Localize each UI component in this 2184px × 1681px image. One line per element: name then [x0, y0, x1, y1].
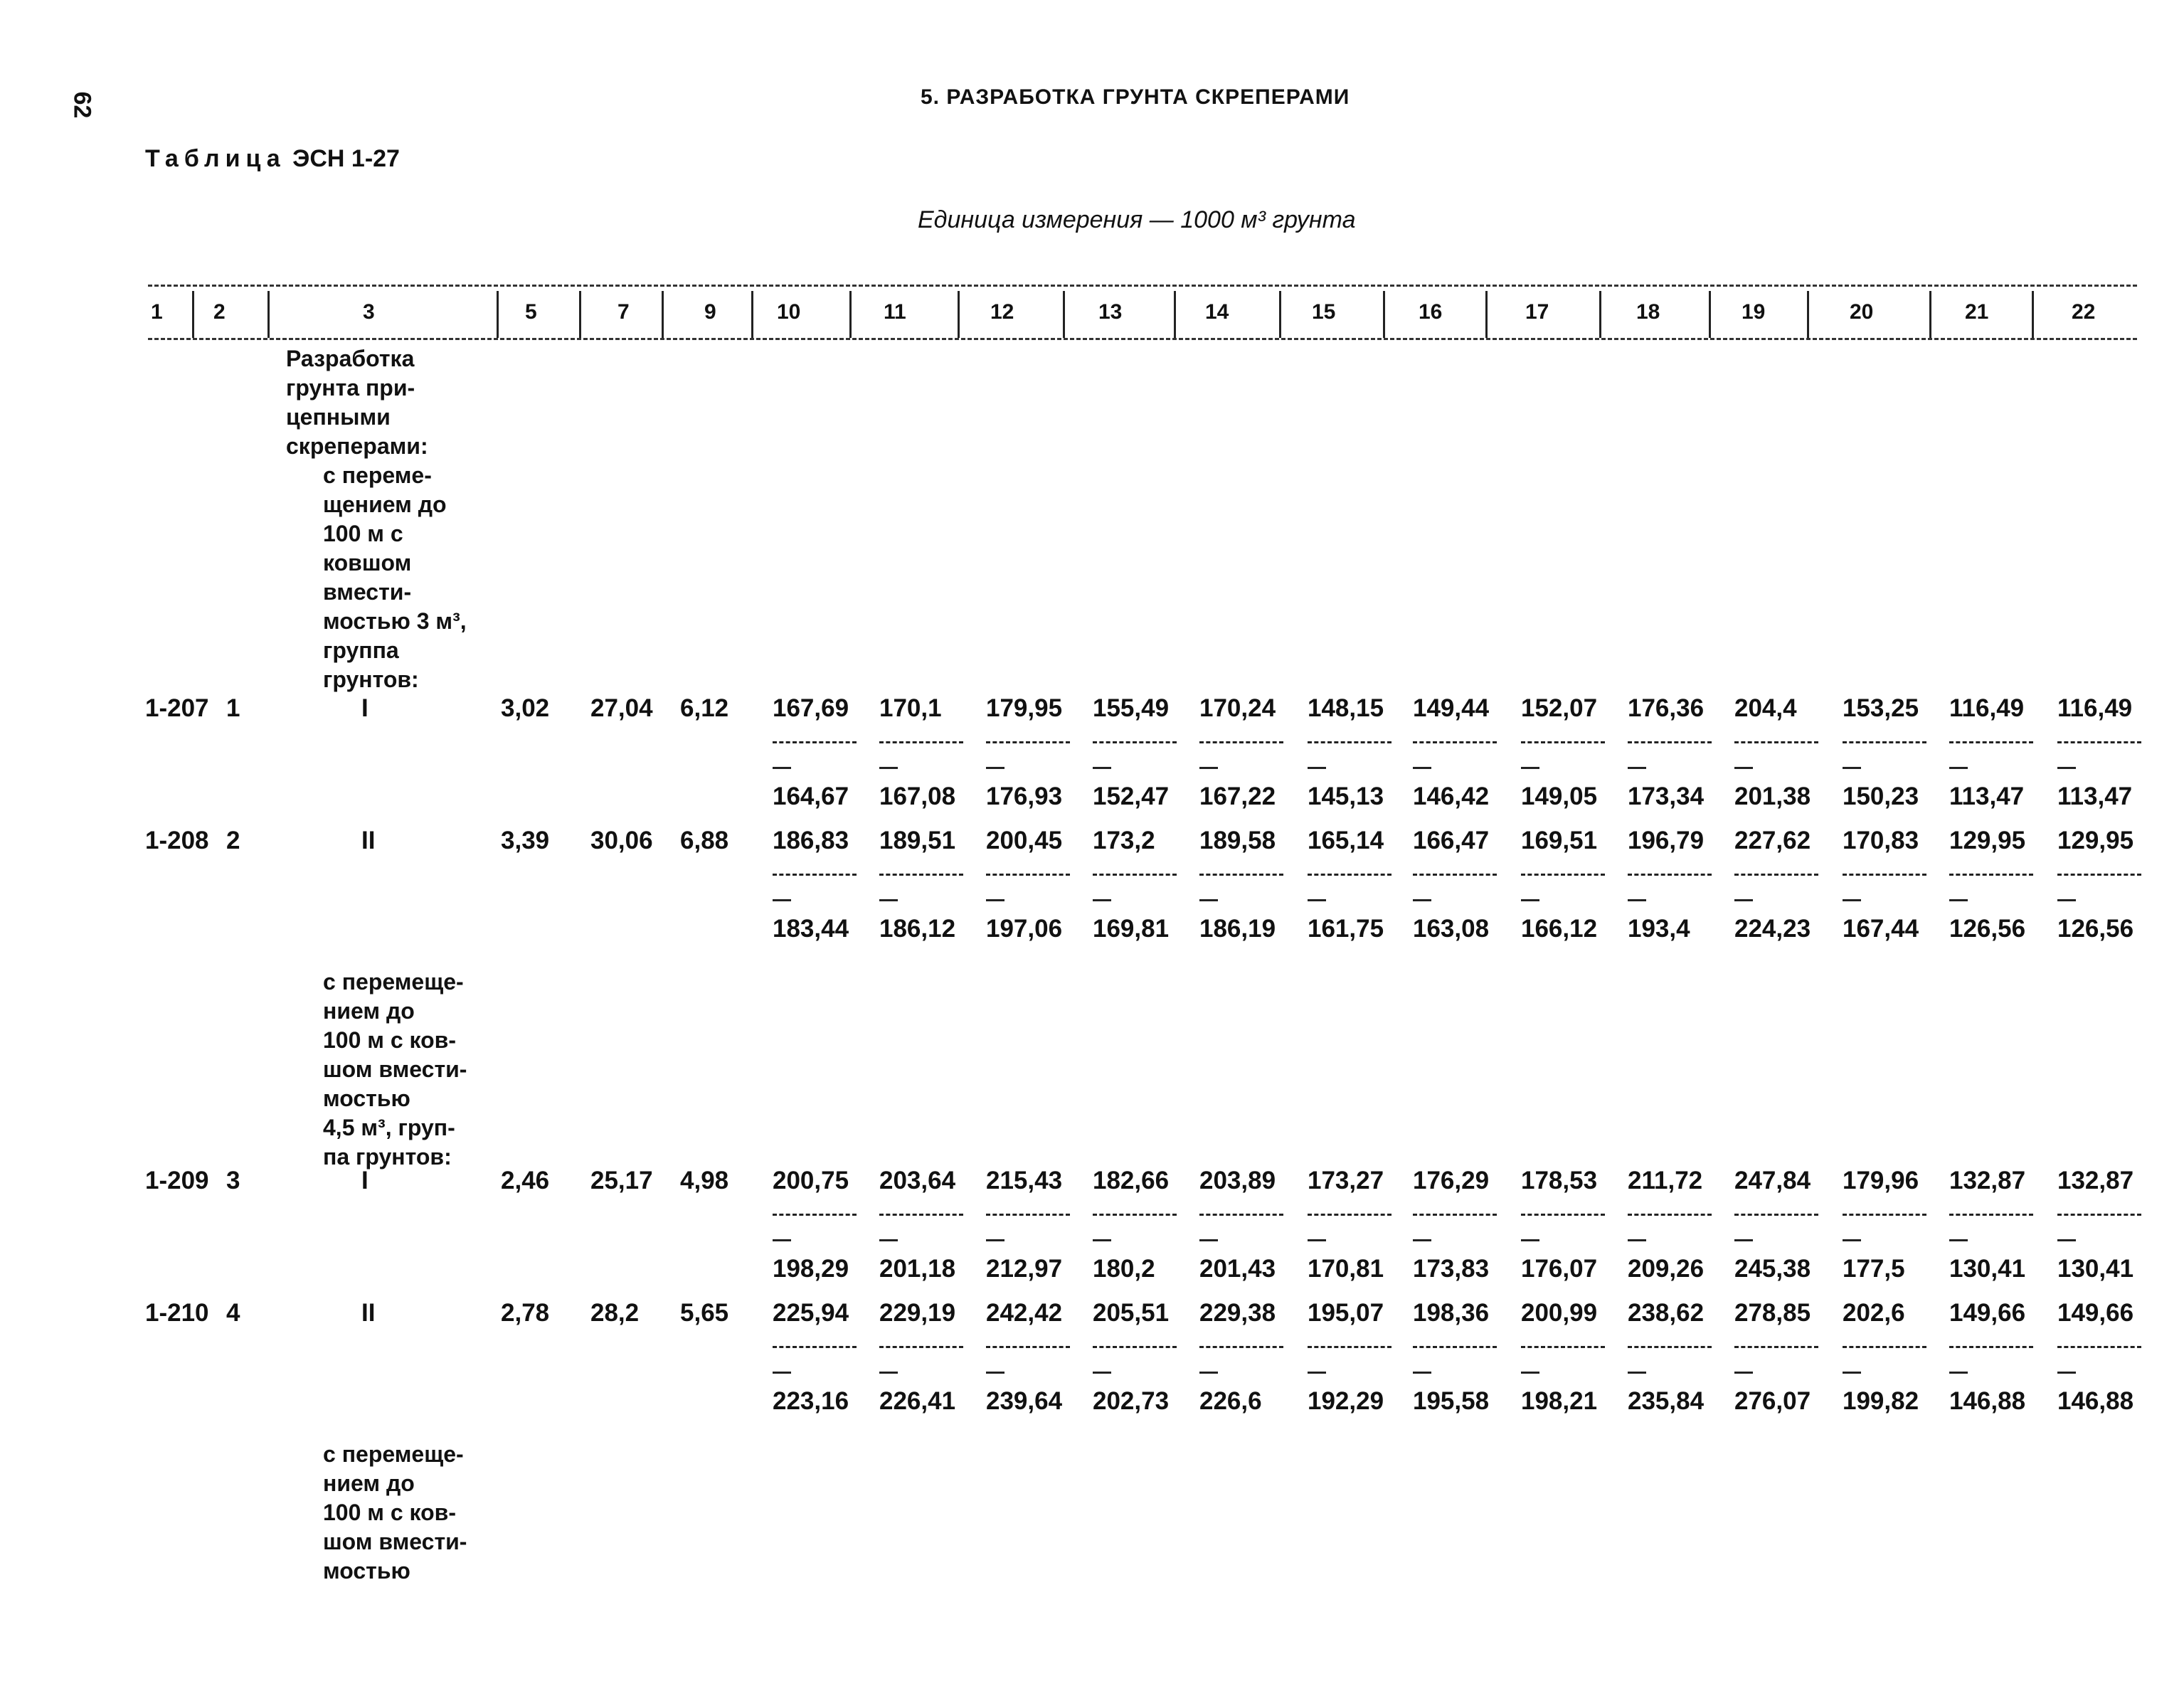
minus-sign	[1628, 1372, 1646, 1374]
soil-group: I	[361, 694, 369, 722]
value-denominator: 169,81	[1093, 915, 1170, 943]
row-code: 1-208	[145, 827, 209, 854]
fraction-line	[1413, 1346, 1497, 1348]
fraction-line	[2057, 1346, 2141, 1348]
value-numerator: 189,51	[879, 827, 956, 854]
value-numerator: 170,24	[1199, 694, 1276, 722]
value-denominator: 177,5	[1843, 1255, 1905, 1283]
value-denominator: 167,44	[1843, 915, 1919, 943]
value-denominator: 183,44	[773, 915, 849, 943]
fraction-line	[1308, 1346, 1391, 1348]
value-numerator: 116,49	[1949, 694, 2025, 722]
fraction-line	[1308, 741, 1391, 743]
value-numerator: 132,87	[1949, 1167, 2026, 1194]
column-separator	[267, 291, 270, 338]
minus-sign	[1093, 1372, 1111, 1374]
value-denominator: 150,23	[1843, 783, 1919, 810]
minus-sign	[773, 1372, 791, 1374]
minus-sign	[1413, 1372, 1431, 1374]
column-header: 19	[1742, 300, 1766, 324]
value-denominator: 146,88	[1949, 1387, 2026, 1415]
minus-sign	[1734, 1239, 1753, 1241]
value-col-9: 6,12	[680, 694, 729, 722]
minus-sign	[1199, 1372, 1218, 1374]
column-separator	[1383, 291, 1385, 338]
row-code: 1-209	[145, 1167, 209, 1194]
column-separator	[2032, 291, 2034, 338]
value-col-5: 3,39	[501, 827, 550, 854]
fraction-line	[1628, 874, 1712, 876]
fraction-line	[1949, 874, 2033, 876]
minus-sign	[1949, 767, 1968, 769]
column-separator	[958, 291, 960, 338]
value-denominator: 173,34	[1628, 783, 1705, 810]
column-separator	[1599, 291, 1601, 338]
value-denominator: 166,12	[1521, 915, 1598, 943]
minus-sign	[1628, 899, 1646, 901]
minus-sign	[879, 1372, 898, 1374]
minus-sign	[1628, 1239, 1646, 1241]
minus-sign	[2057, 899, 2076, 901]
soil-group: I	[361, 1167, 369, 1194]
minus-sign	[1093, 767, 1111, 769]
column-separator	[1485, 291, 1488, 338]
value-numerator: 166,47	[1413, 827, 1490, 854]
value-numerator: 167,69	[773, 694, 849, 722]
fraction-line	[1308, 1214, 1391, 1216]
column-header: 21	[1965, 300, 1989, 324]
fraction-line	[1413, 741, 1497, 743]
value-denominator: 126,56	[1949, 915, 2026, 943]
column-separator	[1709, 291, 1711, 338]
subheading-next: с перемеще- нием до 100 м с ков- шом вмести- мостью	[323, 1441, 467, 1584]
minus-sign	[1628, 767, 1646, 769]
column-separator	[1174, 291, 1176, 338]
minus-sign	[773, 1239, 791, 1241]
value-col-7: 25,17	[590, 1167, 653, 1194]
column-separator	[1063, 291, 1065, 338]
minus-sign	[1521, 1372, 1539, 1374]
value-denominator: 126,56	[2057, 915, 2134, 943]
value-numerator: 176,29	[1413, 1167, 1490, 1194]
fraction-line	[1843, 1346, 1926, 1348]
value-denominator: 226,6	[1199, 1387, 1262, 1415]
column-header: 12	[990, 300, 1014, 324]
value-numerator: 148,15	[1308, 694, 1384, 722]
fraction-line	[1199, 874, 1283, 876]
minus-sign	[2057, 767, 2076, 769]
column-header: 13	[1098, 300, 1123, 324]
value-numerator: 200,75	[773, 1167, 849, 1194]
value-denominator: 209,26	[1628, 1255, 1705, 1283]
column-header: 15	[1312, 300, 1336, 324]
minus-sign	[1308, 767, 1326, 769]
fraction-line	[2057, 741, 2141, 743]
value-numerator: 204,4	[1734, 694, 1797, 722]
row-number: 3	[226, 1167, 240, 1194]
value-numerator: 182,66	[1093, 1167, 1170, 1194]
fraction-line	[1413, 1214, 1497, 1216]
column-header: 11	[884, 300, 906, 324]
column-separator	[579, 291, 581, 338]
minus-sign	[1521, 1239, 1539, 1241]
value-denominator: 173,83	[1413, 1255, 1490, 1283]
column-header: 20	[1850, 300, 1874, 324]
fraction-line	[986, 874, 1070, 876]
row-number: 1	[226, 694, 240, 722]
column-separator	[751, 291, 753, 338]
value-col-5: 2,46	[501, 1167, 550, 1194]
value-numerator: 165,14	[1308, 827, 1384, 854]
fraction-line	[1093, 874, 1177, 876]
value-denominator: 167,22	[1199, 783, 1276, 810]
minus-sign	[2057, 1239, 2076, 1241]
value-col-9: 5,65	[680, 1299, 729, 1327]
value-numerator: 200,99	[1521, 1299, 1598, 1327]
value-numerator: 116,49	[2057, 694, 2133, 722]
minus-sign	[1843, 1372, 1861, 1374]
minus-sign	[986, 767, 1004, 769]
value-denominator: 161,75	[1308, 915, 1384, 943]
fraction-line	[1628, 741, 1712, 743]
value-denominator: 163,08	[1413, 915, 1490, 943]
value-numerator: 215,43	[986, 1167, 1063, 1194]
subheading-4-5m3: с перемеще- нием до 100 м с ков- шом вмести- мостью 4,5 м³, груп- па грунтов:	[323, 969, 467, 1170]
row-number: 2	[226, 827, 240, 854]
value-col-5: 3,02	[501, 694, 550, 722]
value-denominator: 113,47	[2057, 783, 2133, 810]
value-denominator: 201,43	[1199, 1255, 1276, 1283]
column-header: 10	[777, 300, 801, 324]
minus-sign	[1308, 899, 1326, 901]
value-numerator: 238,62	[1628, 1299, 1705, 1327]
column-separator	[849, 291, 852, 338]
value-col-9: 6,88	[680, 827, 729, 854]
value-numerator: 170,1	[879, 694, 942, 722]
value-denominator: 170,81	[1308, 1255, 1384, 1283]
value-denominator: 152,47	[1093, 783, 1170, 810]
fraction-line	[1949, 1214, 2033, 1216]
column-separator	[1279, 291, 1281, 338]
value-denominator: 198,21	[1521, 1387, 1598, 1415]
minus-sign	[773, 899, 791, 901]
column-header: 1	[151, 300, 163, 324]
group-heading-text: Разработка грунта при- цепными скреперами:	[286, 346, 428, 459]
value-denominator: 186,19	[1199, 915, 1276, 943]
value-denominator: 198,29	[773, 1255, 849, 1283]
column-header: 18	[1636, 300, 1660, 324]
minus-sign	[1843, 1239, 1861, 1241]
minus-sign	[1308, 1239, 1326, 1241]
fraction-line	[1308, 874, 1391, 876]
column-header: 16	[1419, 300, 1443, 324]
value-numerator: 227,62	[1734, 827, 1811, 854]
value-denominator: 113,47	[1949, 783, 2025, 810]
fraction-line	[773, 874, 857, 876]
fraction-line	[1843, 741, 1926, 743]
subheading-3m3: с переме- щением до 100 м с ковшом вмести- мостью 3 м³, группа грунтов:	[323, 462, 467, 692]
fraction-line	[1199, 1346, 1283, 1348]
value-numerator: 229,38	[1199, 1299, 1276, 1327]
value-denominator: 276,07	[1734, 1387, 1811, 1415]
row-code: 1-207	[145, 694, 209, 722]
value-denominator: 130,41	[2057, 1255, 2134, 1283]
value-numerator: 153,25	[1843, 694, 1919, 722]
value-denominator: 176,07	[1521, 1255, 1598, 1283]
value-denominator: 192,29	[1308, 1387, 1384, 1415]
fraction-line	[1521, 741, 1605, 743]
value-denominator: 202,73	[1093, 1387, 1170, 1415]
value-numerator: 196,79	[1628, 827, 1705, 854]
fraction-line	[1628, 1214, 1712, 1216]
value-denominator: 199,82	[1843, 1387, 1919, 1415]
soil-group: II	[361, 827, 376, 854]
minus-sign	[1949, 1239, 1968, 1241]
column-header: 14	[1205, 300, 1229, 324]
section-title: 5. РАЗРАБОТКА ГРУНТА СКРЕПЕРАМИ	[921, 85, 1350, 109]
value-col-9: 4,98	[680, 1167, 729, 1194]
value-denominator: 197,06	[986, 915, 1063, 943]
minus-sign	[986, 899, 1004, 901]
value-denominator: 224,23	[1734, 915, 1811, 943]
table-label-code: ЭСН 1-27	[292, 145, 400, 172]
value-col-7: 27,04	[590, 694, 653, 722]
value-denominator: 145,13	[1308, 783, 1384, 810]
value-denominator: 226,41	[879, 1387, 956, 1415]
fraction-line	[1199, 741, 1283, 743]
value-numerator: 189,58	[1199, 827, 1276, 854]
minus-sign	[879, 1239, 898, 1241]
unit-of-measure: Единица измерения — 1000 м³ грунта	[918, 206, 1356, 233]
value-denominator: 201,38	[1734, 783, 1811, 810]
fraction-line	[1949, 741, 2033, 743]
value-numerator: 129,95	[1949, 827, 2026, 854]
value-numerator: 169,51	[1521, 827, 1598, 854]
value-numerator: 173,27	[1308, 1167, 1384, 1194]
fraction-line	[1199, 1214, 1283, 1216]
fraction-line	[1628, 1346, 1712, 1348]
fraction-line	[1949, 1346, 2033, 1348]
fraction-line	[773, 1346, 857, 1348]
fraction-line	[773, 741, 857, 743]
minus-sign	[2057, 1372, 2076, 1374]
value-numerator: 186,83	[773, 827, 849, 854]
value-denominator: 201,18	[879, 1255, 956, 1283]
value-denominator: 193,4	[1628, 915, 1690, 943]
table-label-prefix: Таблица	[145, 145, 286, 172]
value-numerator: 203,89	[1199, 1167, 1276, 1194]
value-numerator: 179,95	[986, 694, 1063, 722]
fraction-line	[1843, 874, 1926, 876]
column-separator	[192, 291, 194, 338]
page-number: 62	[68, 91, 96, 119]
value-numerator: 198,36	[1413, 1299, 1490, 1327]
fraction-line	[1734, 1214, 1818, 1216]
column-separator	[1807, 291, 1809, 338]
fraction-line	[1521, 1346, 1605, 1348]
row-code: 1-210	[145, 1299, 209, 1327]
fraction-line	[879, 874, 963, 876]
minus-sign	[1093, 899, 1111, 901]
value-numerator: 211,72	[1628, 1167, 1703, 1194]
fraction-line	[773, 1214, 857, 1216]
value-numerator: 178,53	[1521, 1167, 1598, 1194]
minus-sign	[1734, 767, 1753, 769]
value-numerator: 129,95	[2057, 827, 2134, 854]
value-numerator: 195,07	[1308, 1299, 1384, 1327]
column-header: 5	[525, 300, 537, 324]
value-denominator: 167,08	[879, 783, 956, 810]
fraction-line	[1843, 1214, 1926, 1216]
value-numerator: 203,64	[879, 1167, 956, 1194]
value-numerator: 225,94	[773, 1299, 849, 1327]
minus-sign	[1734, 1372, 1753, 1374]
fraction-line	[1734, 1346, 1818, 1348]
minus-sign	[773, 767, 791, 769]
fraction-line	[1521, 1214, 1605, 1216]
minus-sign	[1199, 767, 1218, 769]
minus-sign	[1734, 899, 1753, 901]
value-denominator: 146,42	[1413, 783, 1490, 810]
minus-sign	[1413, 1239, 1431, 1241]
fraction-line	[986, 741, 1070, 743]
minus-sign	[879, 767, 898, 769]
fraction-line	[1521, 874, 1605, 876]
column-header: 2	[213, 300, 226, 324]
value-denominator: 146,88	[2057, 1387, 2134, 1415]
minus-sign	[986, 1239, 1004, 1241]
fraction-line	[1093, 1346, 1177, 1348]
minus-sign	[879, 899, 898, 901]
fraction-line	[2057, 1214, 2141, 1216]
value-denominator: 245,38	[1734, 1255, 1811, 1283]
value-numerator: 155,49	[1093, 694, 1170, 722]
minus-sign	[986, 1372, 1004, 1374]
fraction-line	[879, 741, 963, 743]
minus-sign	[1521, 899, 1539, 901]
minus-sign	[1308, 1372, 1326, 1374]
value-numerator: 179,96	[1843, 1167, 1919, 1194]
column-separator	[1929, 291, 1931, 338]
fraction-line	[1093, 741, 1177, 743]
value-numerator: 149,44	[1413, 694, 1490, 722]
table-header-row	[148, 285, 2137, 340]
value-denominator: 195,58	[1413, 1387, 1490, 1415]
table-label	[145, 145, 400, 173]
value-denominator: 223,16	[773, 1387, 849, 1415]
fraction-line	[1734, 874, 1818, 876]
value-numerator: 173,2	[1093, 827, 1155, 854]
value-numerator: 152,07	[1521, 694, 1598, 722]
value-denominator: 180,2	[1093, 1255, 1155, 1283]
minus-sign	[1949, 1372, 1968, 1374]
value-denominator: 235,84	[1628, 1387, 1705, 1415]
fraction-line	[1734, 741, 1818, 743]
value-numerator: 247,84	[1734, 1167, 1811, 1194]
fraction-line	[986, 1346, 1070, 1348]
minus-sign	[1843, 899, 1861, 901]
minus-sign	[1413, 899, 1431, 901]
value-denominator: 176,93	[986, 783, 1063, 810]
fraction-line	[986, 1214, 1070, 1216]
value-numerator: 176,36	[1628, 694, 1705, 722]
fraction-line	[879, 1214, 963, 1216]
column-header: 17	[1525, 300, 1549, 324]
value-denominator: 239,64	[986, 1387, 1063, 1415]
value-numerator: 149,66	[2057, 1299, 2134, 1327]
fraction-line	[1093, 1214, 1177, 1216]
value-numerator: 242,42	[986, 1299, 1063, 1327]
column-separator	[497, 291, 499, 338]
value-denominator: 149,05	[1521, 783, 1598, 810]
column-header: 9	[704, 300, 716, 324]
value-numerator: 202,6	[1843, 1299, 1905, 1327]
column-header: 7	[617, 300, 630, 324]
value-denominator: 164,67	[773, 783, 849, 810]
value-col-5: 2,78	[501, 1299, 550, 1327]
soil-group: II	[361, 1299, 376, 1327]
value-col-7: 28,2	[590, 1299, 640, 1327]
minus-sign	[1949, 899, 1968, 901]
value-numerator: 149,66	[1949, 1299, 2026, 1327]
value-numerator: 170,83	[1843, 827, 1919, 854]
value-numerator: 132,87	[2057, 1167, 2134, 1194]
value-denominator: 130,41	[1949, 1255, 2026, 1283]
minus-sign	[1199, 899, 1218, 901]
minus-sign	[1413, 767, 1431, 769]
fraction-line	[879, 1346, 963, 1348]
minus-sign	[1843, 767, 1861, 769]
column-header: 22	[2072, 300, 2096, 324]
minus-sign	[1199, 1239, 1218, 1241]
column-header: 3	[363, 300, 375, 324]
minus-sign	[1521, 767, 1539, 769]
minus-sign	[1093, 1239, 1111, 1241]
value-numerator: 229,19	[879, 1299, 956, 1327]
fraction-line	[1413, 874, 1497, 876]
column-separator	[662, 291, 664, 338]
value-denominator: 186,12	[879, 915, 956, 943]
value-numerator: 205,51	[1093, 1299, 1170, 1327]
value-numerator: 200,45	[986, 827, 1063, 854]
value-numerator: 278,85	[1734, 1299, 1811, 1327]
row-number: 4	[226, 1299, 240, 1327]
fraction-line	[2057, 874, 2141, 876]
value-col-7: 30,06	[590, 827, 653, 854]
value-denominator: 212,97	[986, 1255, 1063, 1283]
